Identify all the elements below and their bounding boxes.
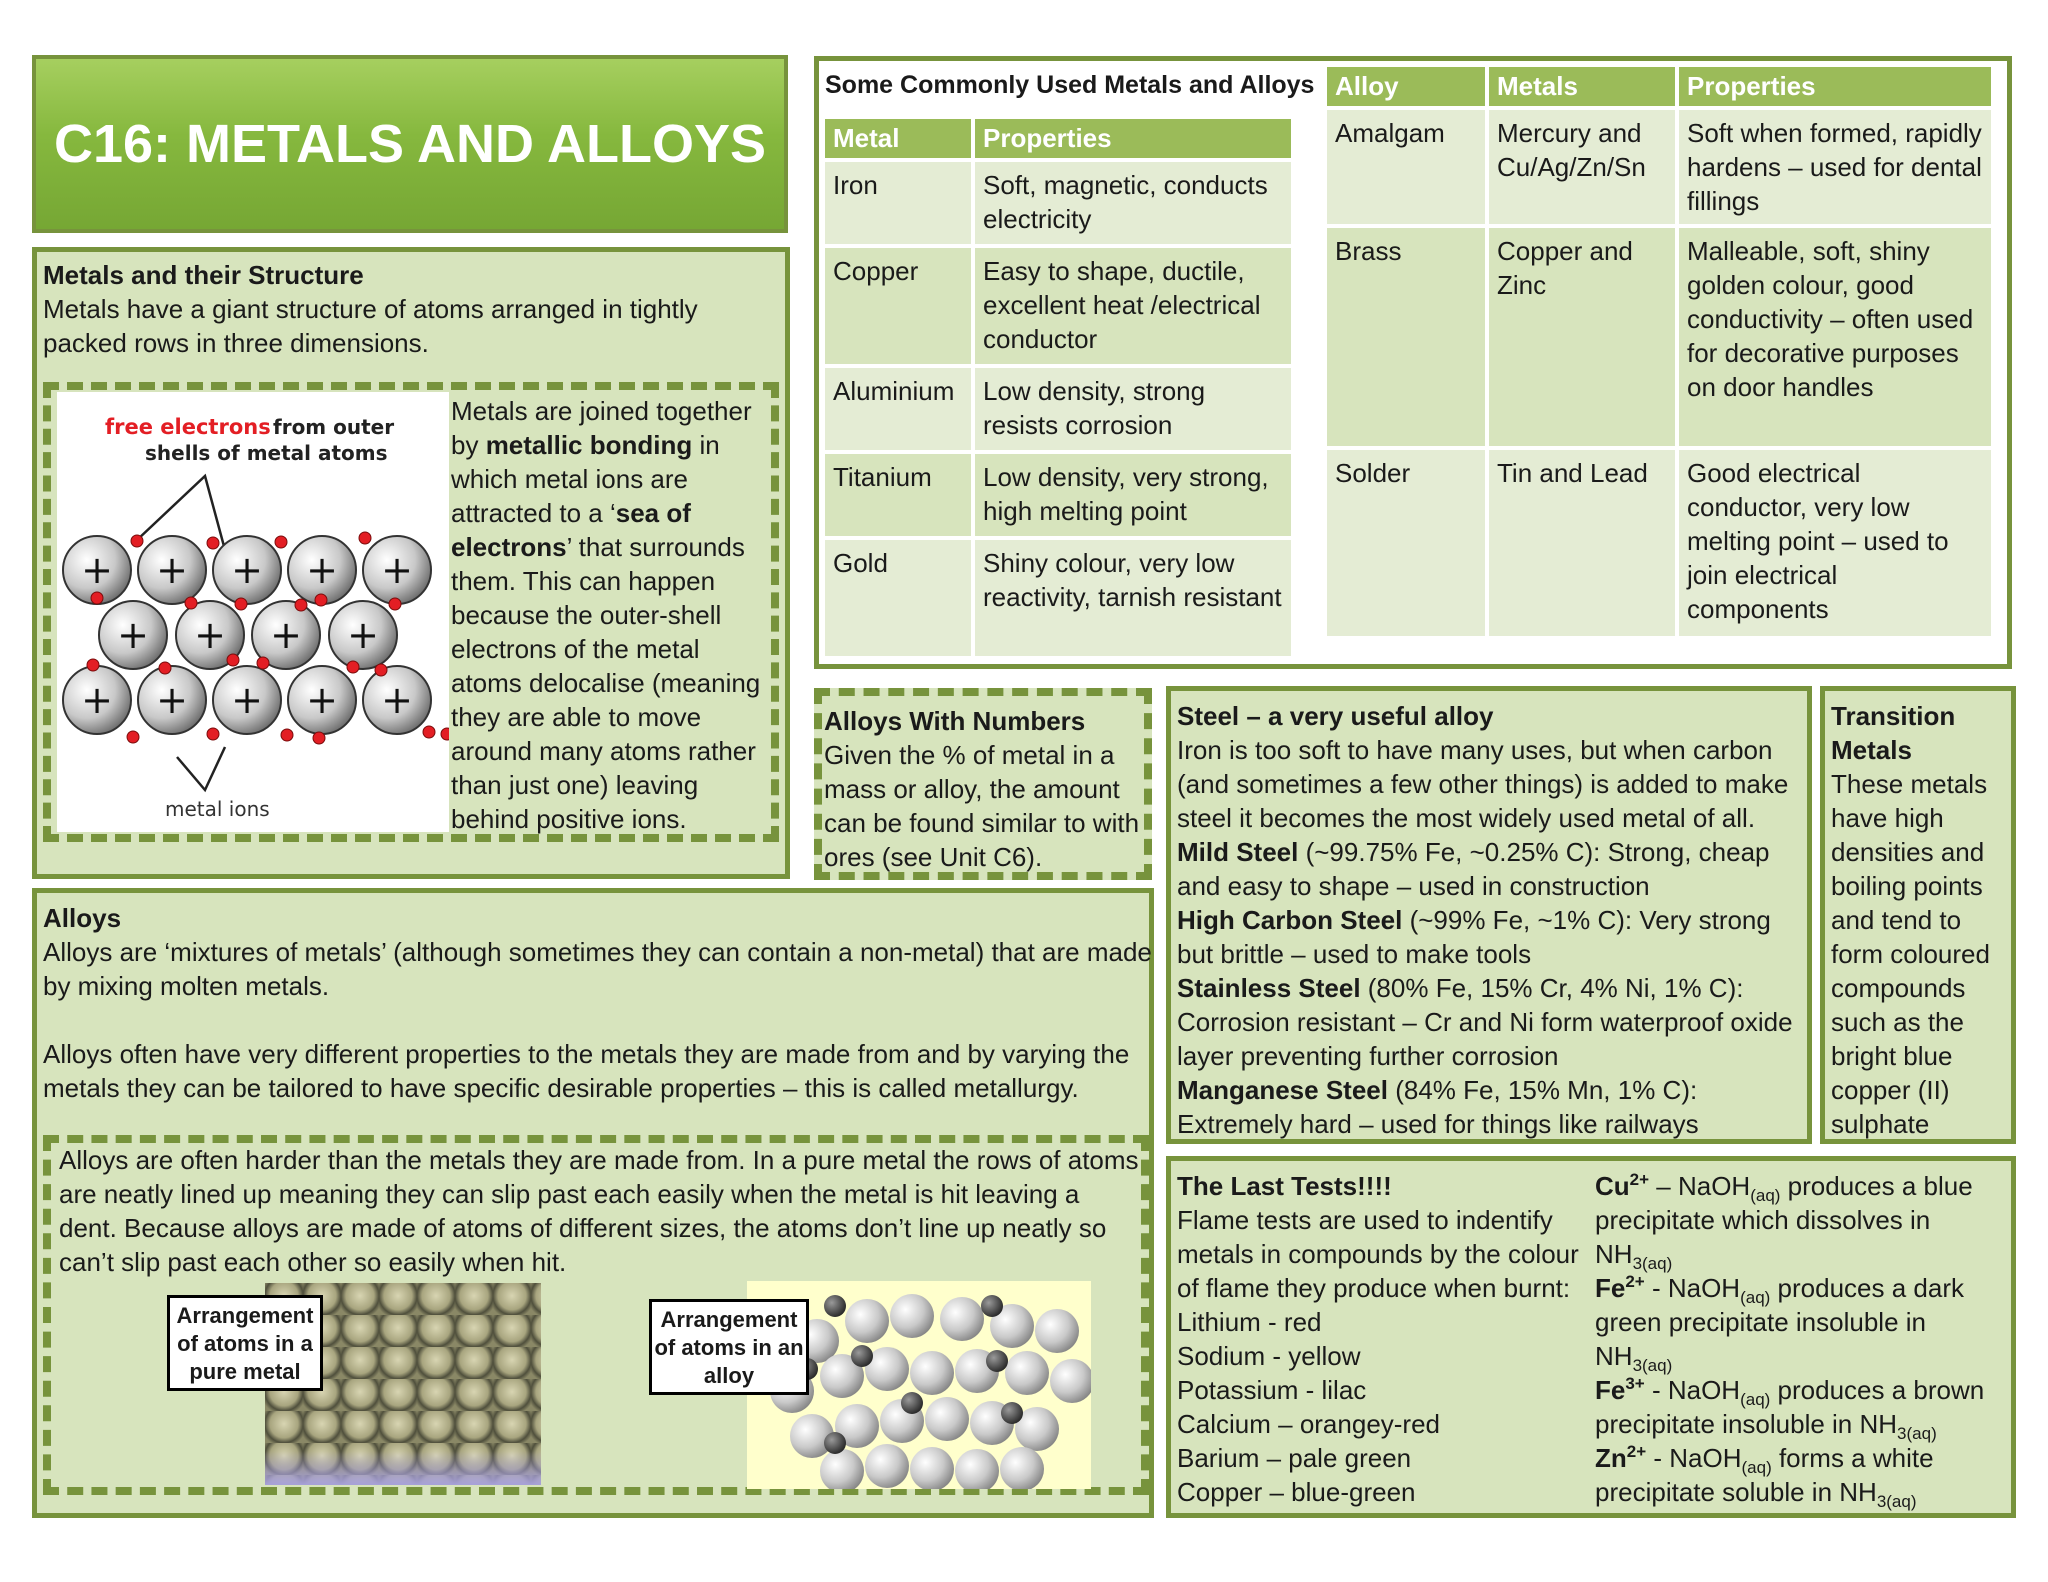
positive-charge-icon: + xyxy=(306,548,338,592)
table-row: Gold Shiny colour, very low reactivity, tarnish resistant xyxy=(825,540,1291,656)
steel-item: Manganese Steel (84% Fe, 15% Mn, 1% C): Extremely hard – used for things like railways xyxy=(1177,1075,1699,1139)
alloys-numbers-body: Given the % of metal in a mass or alloy, the amount can be found similar to with ores (see Unit C6). xyxy=(824,740,1140,872)
structure-heading: Metals and their Structure xyxy=(43,260,364,290)
structure-intro: Metals have a giant structure of atoms arranged in tightly packed rows in three dimensions. xyxy=(43,294,698,358)
transition-body: These metals have high densities and boiling points and tend to form coloured compounds such as the bright blue copper (II) sulphate xyxy=(1831,769,1990,1139)
free-electron xyxy=(313,732,325,744)
table-row: Solder Tin and Lead Good electrical conductor, very low melting point – used to join electrical components xyxy=(1327,450,1991,636)
large-atom xyxy=(1000,1447,1044,1489)
free-electron xyxy=(389,598,401,610)
steel-panel xyxy=(1166,686,1812,1144)
positive-charge-icon: + xyxy=(81,548,113,592)
label-metal-ions: metal ions xyxy=(165,797,270,821)
steel-item: Stainless Steel (80% Fe, 15% Cr, 4% Ni, 1% C): Corrosion resistant – Cr and Ni form waterproof oxide layer preventing further corrosion xyxy=(1177,973,1793,1071)
positive-charge-icon: + xyxy=(270,613,302,657)
transition-panel xyxy=(1820,686,2016,1144)
metallic-bonding-diagram xyxy=(57,392,449,832)
free-electron xyxy=(87,659,99,671)
positive-charge-icon: + xyxy=(117,613,149,657)
positive-charge-icon: + xyxy=(194,613,226,657)
small-atom xyxy=(1001,1402,1023,1424)
table-row: Aluminium Low density, strong resists corrosion xyxy=(825,368,1291,450)
small-atom xyxy=(824,1432,846,1454)
metals-alloys-panel xyxy=(814,56,2012,669)
large-atom xyxy=(820,1449,864,1489)
ion-test-zn: $Zn^{2+}$ - NaOH$_{(aq)}$ forms a white precipitate soluble in $NH_{3(aq)}$ xyxy=(1595,1442,1934,1511)
alloys-numbers-panel xyxy=(814,688,1152,880)
table-row: Brass Copper and Zinc Malleable, soft, shiny golden colour, good conductivity – often used for decorative purposes on door handles xyxy=(1327,228,1991,446)
free-electron xyxy=(185,597,197,609)
free-electron xyxy=(375,664,387,676)
flame-item: Sodium - yellow xyxy=(1177,1341,1361,1371)
small-atom xyxy=(824,1295,846,1317)
label-shells: shells of metal atoms xyxy=(145,441,388,465)
label-free-electrons: free electrons xyxy=(105,415,271,439)
small-atom xyxy=(986,1350,1008,1372)
small-atom xyxy=(901,1392,923,1414)
free-electron xyxy=(347,661,359,673)
positive-charge-icon: + xyxy=(231,678,263,722)
free-electron xyxy=(207,728,219,740)
label-alloy: Arrangement of atoms in an alloy xyxy=(649,1299,809,1395)
ion-test-fe3: $Fe^{3+}$ - NaOH$_{(aq)}$ produces a brown precipitate insoluble in $NH_{3(aq)}$ xyxy=(1595,1374,1985,1443)
large-atom xyxy=(910,1351,954,1395)
free-electron xyxy=(295,599,307,611)
large-atom xyxy=(925,1397,969,1441)
large-atom xyxy=(1035,1309,1079,1353)
metals-header-properties: Properties xyxy=(975,119,1291,158)
steel-intro: Iron is too soft to have many uses, but when carbon (and sometimes a few other things) is added to make steel it becomes the most widely used metal of all. xyxy=(1177,735,1789,833)
table-row: Iron Soft, magnetic, conducts electricity xyxy=(825,162,1291,244)
positive-charge-icon: + xyxy=(381,678,413,722)
large-atom xyxy=(940,1297,984,1341)
large-atom xyxy=(955,1449,999,1489)
table-row: Amalgam Mercury and Cu/Ag/Zn/Sn Soft when formed, rapidly hardens – used for dental fillings xyxy=(1327,110,1991,224)
alloys-table xyxy=(1323,63,1995,640)
table-row: Copper Easy to shape, ductile, excellent heat /electrical conductor xyxy=(825,248,1291,364)
alloys-p3: Alloys are often harder than the metals they are made from. In a pure metal the rows of atoms are neatly lined up meaning they can slip past each easily when the metal is hit leaving a dent. Because alloys are made of atoms of different sizes, the atoms don’t line up neatly so can’t slip past each other so easily when hit. xyxy=(59,1145,1139,1277)
positive-charge-icon: + xyxy=(156,678,188,722)
label-pure-metal: Arrangement of atoms in a pure metal xyxy=(167,1295,323,1391)
free-electron xyxy=(281,729,293,741)
transition-heading: Transition Metals xyxy=(1831,701,1956,765)
alloys-numbers-heading: Alloys With Numbers xyxy=(824,706,1086,736)
free-electron xyxy=(441,728,449,740)
flame-item: Lithium - red xyxy=(1177,1307,1322,1337)
alloys-p1: Alloys are ‘mixtures of metals’ (although sometimes they can contain a non-metal) that are made by mixing molten metals. xyxy=(43,937,1152,1001)
positive-charge-icon: + xyxy=(381,548,413,592)
free-electron xyxy=(127,731,139,743)
free-electron xyxy=(275,536,287,548)
free-electron xyxy=(91,592,103,604)
label-from-outer: from outer xyxy=(273,415,395,439)
free-electron xyxy=(159,662,171,674)
free-electron xyxy=(131,535,143,547)
large-atom xyxy=(1050,1359,1091,1403)
alloys-header-metals: Metals xyxy=(1489,67,1675,106)
large-atom xyxy=(890,1294,934,1338)
tests-intro: Flame tests are used to indentify metals in compounds by the colour of flame they produce when burnt: xyxy=(1177,1205,1579,1303)
ion-test-fe2: $Fe^{2+}$ - NaOH$_{(aq)}$ produces a dark green precipitate insoluble in $NH_{3(aq)}$ xyxy=(1595,1272,1964,1375)
small-atom xyxy=(851,1345,873,1367)
large-atom xyxy=(1005,1351,1049,1395)
alloys-heading: Alloys xyxy=(43,903,122,933)
free-electron xyxy=(315,594,327,606)
steel-item: Mild Steel (~99.75% Fe, ~0.25% C): Strong, cheap and easy to shape – used in construction xyxy=(1177,837,1770,901)
alloys-header-alloy: Alloy xyxy=(1327,67,1485,106)
ion-test-cu: $Cu^{2+}$ – NaOH$_{(aq)}$ produces a blue precipitate which dissolves in $NH_{3(aq)}$ xyxy=(1595,1170,1973,1273)
free-electron xyxy=(227,654,239,666)
metallic-bonding-text: Metals are joined together by metallic bonding in which metal ions are attracted to a ‘sea of electrons’ that surrounds them. This can happen because the outer-shell electrons of the metal atoms delocalise (meaning they are able to move around many atoms rather than just one) leaving behind positive ions. xyxy=(451,396,761,834)
positive-charge-icon: + xyxy=(81,678,113,722)
metals-table-caption: Some Commonly Used Metals and Alloys xyxy=(825,71,1315,99)
flame-item: Copper – blue-green xyxy=(1177,1477,1416,1507)
free-electron xyxy=(257,657,269,669)
alloys-panel xyxy=(32,888,1154,1518)
alloys-header-properties: Properties xyxy=(1679,67,1991,106)
large-atom xyxy=(845,1299,889,1343)
large-atom xyxy=(865,1444,909,1488)
metals-header-metal: Metal xyxy=(825,119,971,158)
positive-charge-icon: + xyxy=(347,613,379,657)
structure-panel xyxy=(32,247,790,879)
free-electron xyxy=(423,726,435,738)
positive-charge-icon: + xyxy=(306,678,338,722)
alloys-p2: Alloys often have very different properties to the metals they are made from and by varying the metals they can be tailored to have specific desirable properties – this is called metallurgy. xyxy=(43,1039,1130,1103)
free-electron xyxy=(359,532,371,544)
tests-panel xyxy=(1166,1156,2016,1518)
flame-item: Potassium - lilac xyxy=(1177,1375,1367,1405)
small-atom xyxy=(981,1295,1003,1317)
page-title: C16: METALS AND ALLOYS xyxy=(32,55,788,233)
steel-item: High Carbon Steel (~99% Fe, ~1% C): Very strong but brittle – used to make tools xyxy=(1177,905,1771,969)
metals-table xyxy=(821,115,1295,660)
positive-charge-icon: + xyxy=(231,548,263,592)
flame-item: Barium – pale green xyxy=(1177,1443,1412,1473)
table-row: Titanium Low density, very strong, high melting point xyxy=(825,454,1291,536)
steel-heading: Steel – a very useful alloy xyxy=(1177,701,1494,731)
positive-charge-icon: + xyxy=(156,548,188,592)
free-electron xyxy=(235,598,247,610)
large-atom xyxy=(910,1447,954,1489)
flame-item: Calcium – orangey-red xyxy=(1177,1409,1441,1439)
tests-heading: The Last Tests!!!! xyxy=(1177,1171,1392,1201)
free-electron xyxy=(207,537,219,549)
